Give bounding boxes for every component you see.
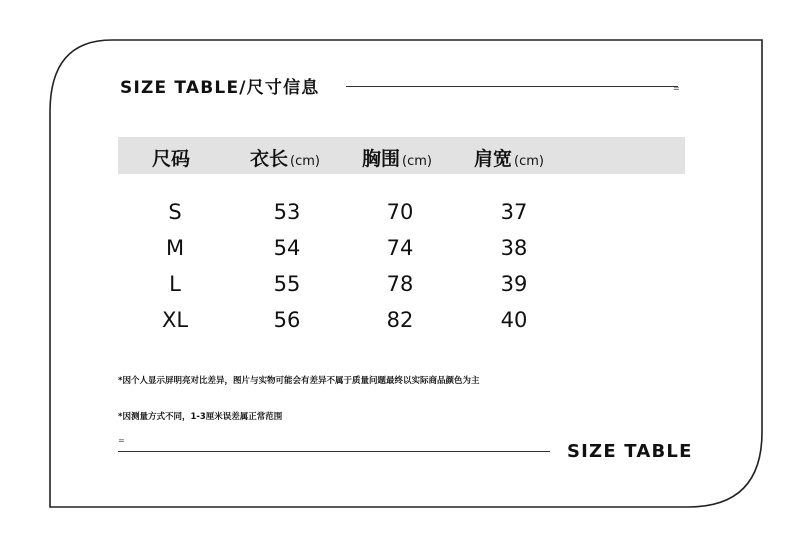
header-shoulder-label: 肩宽 <box>474 148 513 170</box>
note-measurement-error: *因测量方式不同，1-3厘米误差属正常范围 <box>118 412 283 422</box>
header-chest-unit: (cm) <box>402 154 432 169</box>
header-length-unit: (cm) <box>290 154 320 169</box>
row-xl-chest: 82 <box>386 308 414 332</box>
footer-start-mark: = <box>118 436 125 445</box>
row-s-size: S <box>168 200 182 224</box>
row-xl-shoulder: 40 <box>500 308 528 332</box>
note-color-difference: *因个人显示屏明亮对比差异，图片与实物可能会有差异不属于质量问题最终以实际商品颜色为主 <box>118 376 480 386</box>
title-end-mark: = <box>673 84 680 93</box>
page-title: SIZE TABLE/尺寸信息 <box>120 78 320 98</box>
header-size-label: 尺码 <box>152 148 191 170</box>
header-chest-label: 胸围 <box>362 148 401 170</box>
row-xl-size: XL <box>161 308 189 332</box>
row-m-size: M <box>165 236 185 260</box>
header-size <box>152 144 190 171</box>
footer-divider <box>118 451 550 452</box>
header-chest <box>362 144 432 171</box>
row-m-chest: 74 <box>386 236 414 260</box>
row-m-shoulder: 38 <box>500 236 528 260</box>
header-length <box>250 144 320 171</box>
row-l-length: 55 <box>273 272 301 296</box>
row-s-chest: 70 <box>386 200 414 224</box>
title-divider <box>346 86 678 87</box>
row-xl-length: 56 <box>273 308 301 332</box>
header-length-label: 衣长 <box>250 148 289 170</box>
header-shoulder <box>474 144 544 171</box>
row-s-length: 53 <box>273 200 301 224</box>
footer-label: SIZE TABLE <box>567 441 693 462</box>
row-l-chest: 78 <box>386 272 414 296</box>
row-l-shoulder: 39 <box>500 272 528 296</box>
header-shoulder-unit: (cm) <box>514 154 544 169</box>
row-l-size: L <box>169 272 181 296</box>
row-m-length: 54 <box>273 236 301 260</box>
row-s-shoulder: 37 <box>500 200 528 224</box>
